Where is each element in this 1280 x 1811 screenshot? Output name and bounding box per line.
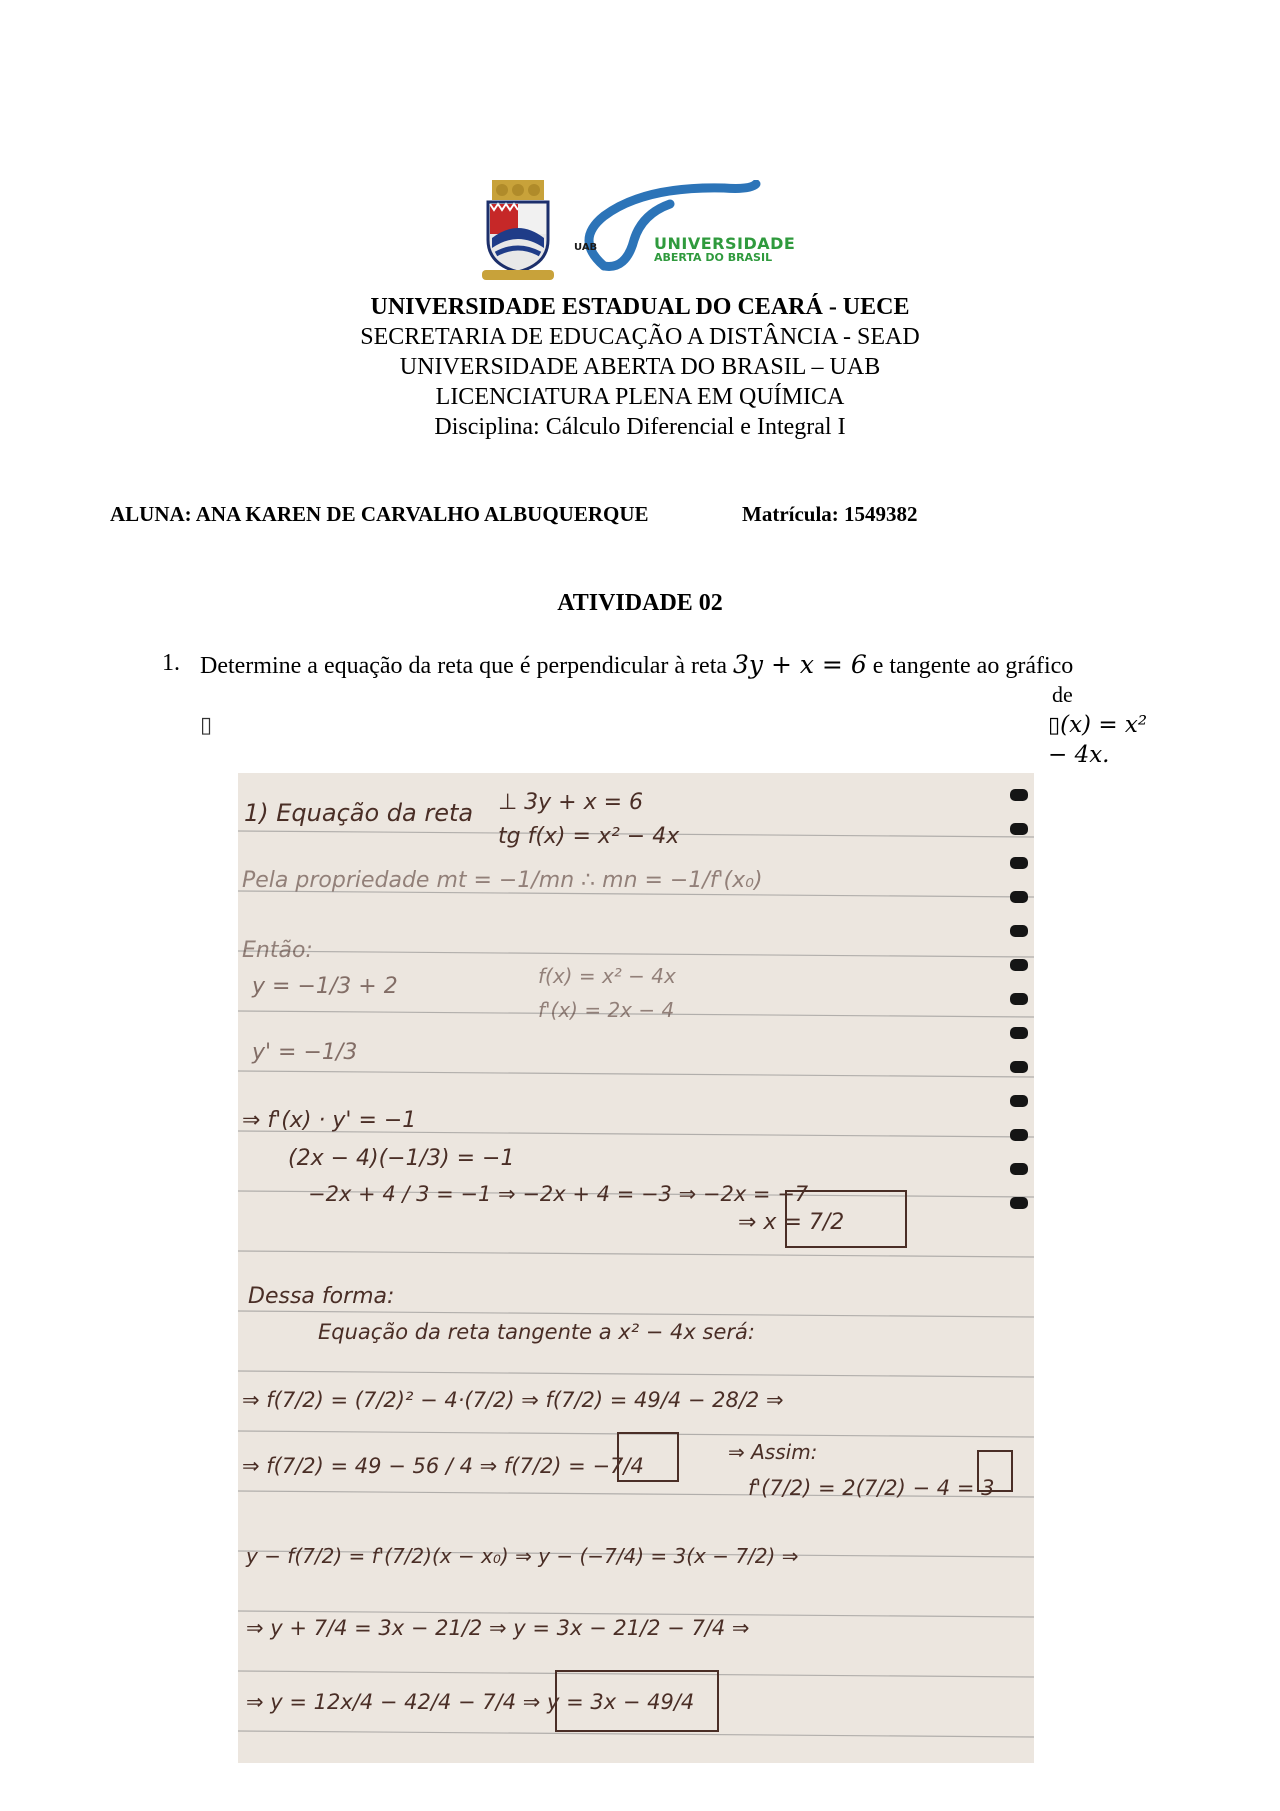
hw-line-5: y' = −1/3 [252,1040,358,1065]
hw-line-7: (2x − 4)(−1/3) = −1 [288,1146,515,1171]
secretariat-name: SECRETARIA DE EDUCAÇÃO A DISTÂNCIA - SEAD [360,324,920,350]
hw-line-9: ⇒ x = 7/2 [738,1210,845,1235]
question-cont-word: de [1052,682,1073,707]
hw-line-1b: ⊥ 3y + x = 6 [498,790,644,815]
handwritten-solution-photo [238,773,1034,1763]
student-name: ALUNA: ANA KAREN DE CARVALHO ALBUQUERQUE [110,502,649,526]
hw-line-4a: y = −1/3 + 2 [252,974,398,999]
hw-line-6: ⇒ f'(x) · y' = −1 [242,1108,417,1133]
course-name: LICENCIATURA PLENA EM QUÍMICA [435,384,845,410]
hw-line-2: Pela propriedade mt = −1/mn ∴ mn = −1/f'(x₀) [242,868,763,893]
notebook-page [238,773,1034,1763]
uab-logo [574,180,796,284]
header-logos [478,178,798,288]
hw-line-16: ⇒ y + 7/4 = 3x − 21/2 ⇒ y = 3x − 21/2 − 7/4 ⇒ [246,1616,750,1640]
question-text-before: Determine a equação da reta que é perpendicular à reta [200,653,734,679]
hw-line-8: −2x + 4 / 3 = −1 ⇒ −2x + 4 = −3 ⇒ −2x = −7 [308,1182,809,1206]
hw-line-12: ⇒ f(7/2) = (7/2)² − 4·(7/2) ⇒ f(7/2) = 49/4 − 28/2 ⇒ [242,1388,784,1412]
hw-line-11: Equação da reta tangente a x² − 4x será: [318,1320,755,1344]
hw-line-14: f'(7/2) = 2(7/2) − 4 = 3 [748,1476,995,1500]
question-text [200,650,1073,680]
uab-wordmark-line2: ABERTA DO BRASIL [654,251,773,264]
hw-line-15: y − f(7/2) = f'(7/2)(x − x₀) ⇒ y − (−7/4) = 3(x − 7/2) ⇒ [246,1544,799,1568]
question-text-after: e tangente ao gráfico [866,653,1074,679]
question-function-part2: − 4x. [1048,742,1110,768]
uab-wordmark-line1: UNIVERSIDADE [654,234,796,253]
student-registration: Matrícula: 1549382 [742,502,918,526]
hw-line-10: Dessa forma: [248,1284,395,1309]
hw-line-4b: f(x) = x² − 4x [538,964,676,988]
hw-line-1: 1) Equação da reta [244,799,474,827]
uab-name: UNIVERSIDADE ABERTA DO BRASIL – UAB [399,354,881,380]
hw-line-13: ⇒ f(7/2) = 49 − 56 / 4 ⇒ f(7/2) = −7/4 [242,1454,644,1478]
question-function [1048,680,1147,770]
discipline-name: Disciplina: Cálculo Diferencial e Integral I [434,414,846,440]
uab-tag: UAB [574,242,598,253]
university-name: UNIVERSIDADE ESTADUAL DO CEARÁ - UECE [370,294,910,320]
document-header [0,292,1280,442]
hw-line-17: ⇒ y = 12x/4 − 42/4 − 7/4 ⇒ y = 3x − 49/4 [246,1690,695,1714]
uab-wordmark [654,236,795,263]
question-number: 1. [162,650,180,676]
question-line-equation: 3y + x = 6 [733,650,867,679]
missing-glyph-icon: ▯ [1048,712,1061,737]
question-function-part1: (x) = x² [1060,712,1148,738]
hw-line-3: Então: [242,938,313,963]
activity-title: ATIVIDADE 02 [557,590,723,616]
hw-line-4c: f'(x) = 2x − 4 [538,998,675,1022]
hw-line-13b: ⇒ Assim: [728,1440,818,1464]
question-placeholder-glyph: ▯ [200,712,213,737]
ufc-crest-logo [478,178,558,284]
hw-line-1c: tg f(x) = x² − 4x [498,824,680,849]
